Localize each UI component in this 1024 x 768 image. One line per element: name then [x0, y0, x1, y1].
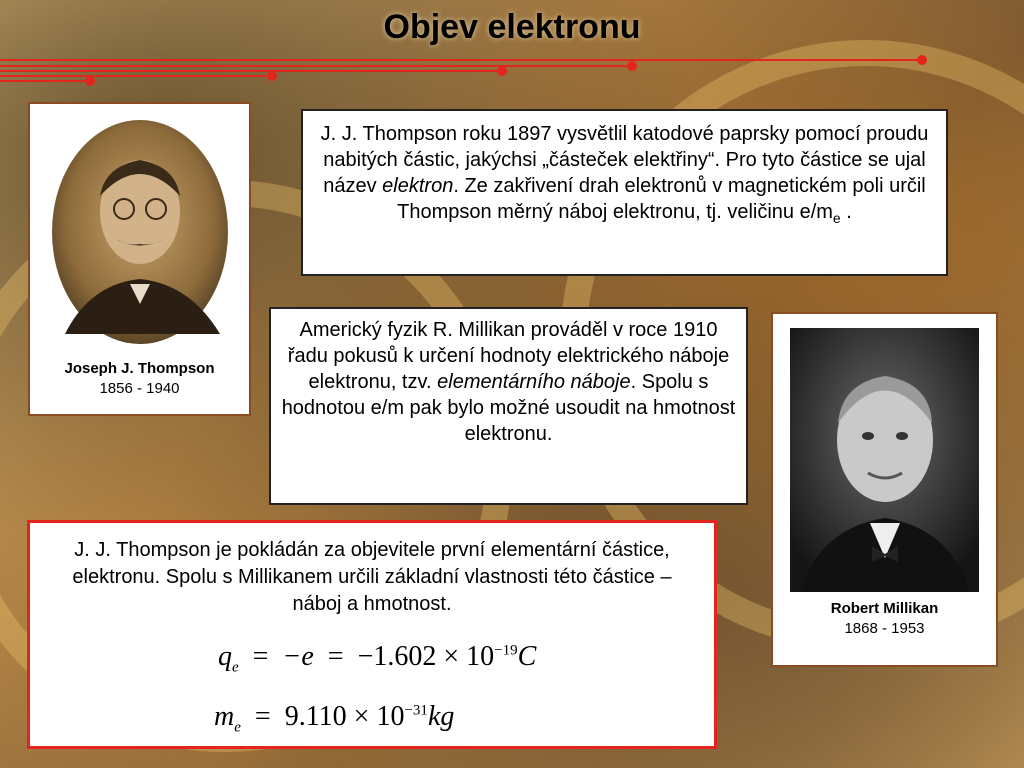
charge-equals-2: =	[327, 641, 344, 672]
decorative-lines	[0, 52, 1024, 90]
conclusion-text: J. J. Thompson je pokládán za objevitele první elementární částice, elektronu. Spolu s Millikanem určili základní vlastnosti této částice – náboj a hmotnost.	[72, 539, 672, 615]
millikan-text-box	[269, 307, 748, 505]
mass-subscript: e	[234, 719, 241, 736]
box2-text-2: . Spolu s hodnotou e/m pak bylo možné usoudit na hmotnost elektronu.	[281, 371, 736, 445]
thompson-caption-years: 1856 - 1940	[99, 380, 180, 397]
charge-subscript: e	[232, 659, 239, 676]
thompson-card	[28, 102, 251, 416]
box2-emphasis: elementárního náboje	[437, 371, 631, 393]
charge-value: −1.602 × 10	[357, 641, 495, 672]
slide-title: Objev elektronu	[383, 8, 641, 46]
millikan-portrait	[790, 328, 979, 592]
charge-neg-e: −e	[282, 641, 314, 672]
box1-text-2: . Ze zakřivení drah elektronů v magnetickém poli určil Thompson měrný náboj elektronu, tj. veličinu e/m	[397, 175, 926, 223]
thompson-portrait	[30, 104, 249, 354]
millikan-caption-name: Robert Millikan	[830, 600, 939, 617]
charge-unit: C	[517, 641, 537, 672]
conclusion-box	[27, 520, 717, 749]
charge-exponent: −19	[494, 642, 518, 659]
mass-exponent: −31	[404, 702, 428, 719]
charge-equals-1: =	[252, 641, 269, 672]
mass-value: 9.110 × 10	[284, 701, 405, 732]
box2-text: Americký fyzik R. Millikan prováděl v roce 1910 řadu pokusů k určení hodnoty elektrického náboje elektronu, tzv.	[287, 319, 730, 393]
charge-formula	[218, 641, 536, 677]
mass-unit: kg	[427, 701, 455, 732]
box1-text: J. J. Thompson roku 1897 vysvětlil katodové paprsky pomocí proudu nabitých částic, jakýchsi „částeček elektřiny“. Pro tyto částice se ujal název	[320, 123, 929, 197]
thompson-caption-name: Joseph J. Thompson	[64, 360, 215, 377]
box1-emphasis: elektron	[382, 175, 454, 197]
box1-subscript: e	[832, 210, 841, 226]
mass-equals: =	[254, 701, 271, 732]
mass-symbol: m	[214, 701, 235, 732]
millikan-caption-years: 1868 - 1953	[844, 620, 925, 637]
charge-symbol: q	[218, 641, 232, 672]
millikan-card	[771, 312, 998, 667]
thompson-text-box	[301, 109, 948, 276]
box1-text-3: .	[840, 201, 852, 223]
mass-formula	[214, 701, 454, 737]
